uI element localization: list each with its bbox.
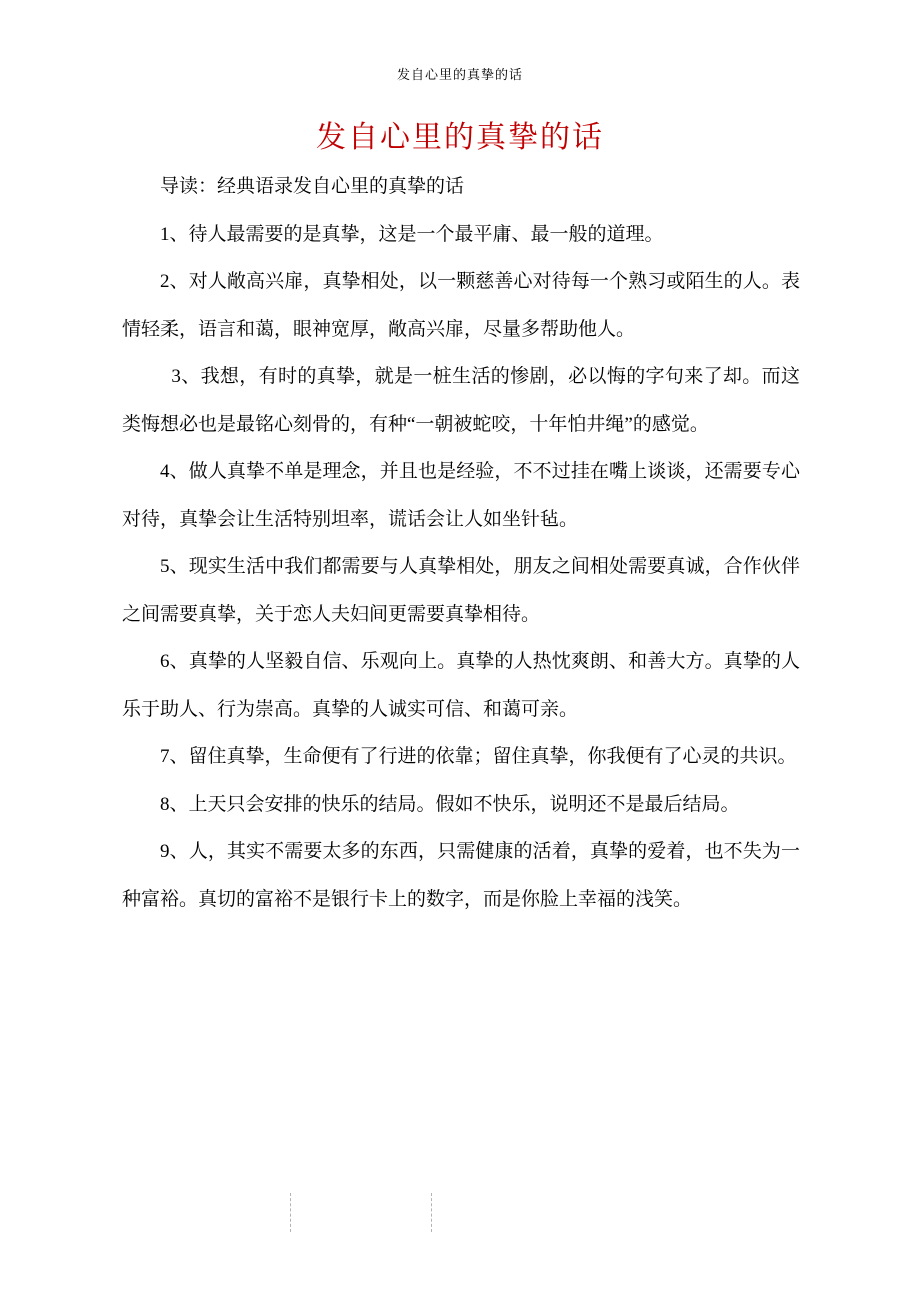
paragraph-3: 3、我想，有时的真挚，就是一桩生活的惨剧，必以悔的字句来了却。而这类悔想必也是最铭心刻骨的，有种“一朝被蛇咬，十年怕井绳”的感觉。 — [122, 366, 800, 435]
paragraph-8: 8、上天只会安排的快乐的结局。假如不快乐，说明还不是最后结局。 — [160, 793, 740, 815]
running-header: 发自心里的真挚的话 — [396, 67, 523, 82]
paragraph-4: 4、做人真挚不单是理念，并且也是经验，不不过挂在嘴上谈谈，还需要专心对待，真挚会让生活特别坦率，谎话会让人如坐针毡。 — [122, 461, 800, 530]
lead-paragraph: 导读：经典语录发自心里的真挚的话 — [160, 176, 465, 197]
page-title: 发自心里的真挚的话 — [316, 121, 604, 154]
paragraph-9: 9、人，其实不需要太多的东西，只需健康的活着，真挚的爱着，也不失为一种富裕。真切的富裕不是银行卡上的数字，而是你脸上幸福的浅笑。 — [122, 841, 800, 910]
paragraph-7: 7、留住真挚，生命便有了行进的依靠；留住真挚，你我便有了心灵的共识。 — [160, 746, 797, 767]
paragraph-5: 5、现实生活中我们都需要与人真挚相处，朋友之间相处需要真诚，合作伙伴之间需要真挚，关于恋人夫妇间更需要真挚相待。 — [122, 556, 800, 625]
paragraph-1: 1、待人最需要的是真挚，这是一个最平庸、最一般的道理。 — [160, 223, 664, 245]
document-body — [122, 163, 800, 923]
paragraph-6: 6、真挚的人坚毅自信、乐观向上。真挚的人热忱爽朗、和善大方。真挚的人乐于助人、行为崇高。真挚的人诚实可信、和蔼可亲。 — [122, 651, 800, 720]
cell-border-mark-right — [431, 1193, 432, 1232]
cell-border-mark-left — [290, 1193, 291, 1232]
paragraph-2: 2、对人敞高兴扉，真挚相处，以一颗慈善心对待每一个熟习或陌生的人。表情轻柔，语言和蔼，眼神宽厚，敞高兴扉，尽量多帮助他人。 — [122, 271, 800, 340]
